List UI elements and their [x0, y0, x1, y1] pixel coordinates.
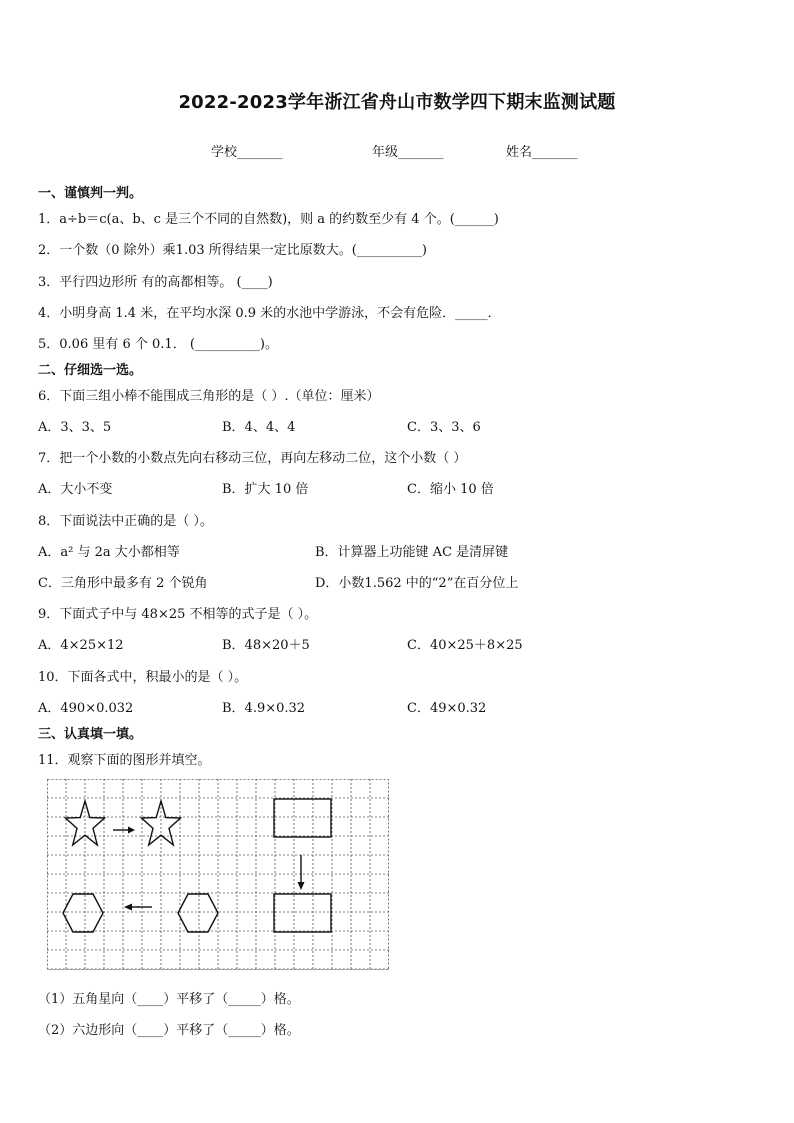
rectangle-shape-bottom: [274, 894, 331, 932]
question-3: 3．平行四边形所 有的高都相等。 (____): [38, 275, 273, 290]
option-6a: A．3、3、5: [38, 420, 112, 435]
question-7: 7．把一个小数的小数点先向右移动三位，再向左移动二位，这个小数（ ）: [38, 451, 467, 466]
question-11-part-2: （2）六边形向（____）平移了（_____）格。: [38, 1023, 300, 1038]
option-7b: B．扩大 10 倍: [222, 482, 309, 497]
option-10a: A．490×0.032: [38, 701, 134, 716]
question-11-part-1: （1）五角星向（____）平移了（_____）格。: [38, 992, 300, 1007]
option-8d: D．小数1.562 中的“2”在百分位上: [315, 576, 519, 591]
option-10b: B．4.9×0.32: [222, 701, 306, 716]
hexagon-shape-left: [63, 894, 103, 932]
arrow-left-head: [124, 904, 132, 911]
option-8a: A．a² 与 2a 大小都相等: [38, 545, 180, 560]
option-7c: C．缩小 10 倍: [407, 482, 494, 497]
question-4: 4．小明身高 1.4 米，在平均水深 0.9 米的水池中学游泳，不会有危险．_____．: [38, 306, 501, 321]
name-field: 姓名_______: [506, 145, 578, 160]
option-9a: A．4×25×12: [38, 638, 124, 653]
option-9c: C．40×25＋8×25: [407, 638, 523, 653]
grid-lines: [47, 779, 389, 970]
arrow-down-head: [298, 882, 305, 890]
hexagon-shape-right: [178, 894, 218, 932]
option-7a: A．大小不变: [38, 482, 113, 497]
question-5: 5．0.06 里有 6 个 0.1． (__________)。: [38, 337, 278, 352]
rectangle-shape-top: [274, 799, 331, 837]
question-1: 1．a÷b＝c(a、b、c 是三个不同的自然数)，则 a 的约数至少有 4 个。(______): [38, 212, 499, 227]
question-8: 8．下面说法中正确的是（ ）。: [38, 514, 213, 529]
option-6c: C．3、3、6: [407, 420, 481, 435]
question-11: 11．观察下面的图形并填空。: [38, 753, 211, 768]
section-heading-3: 三、认真填一填。: [38, 727, 143, 742]
translation-grid-figure: [47, 779, 389, 970]
option-8c: C．三角形中最多有 2 个锐角: [38, 576, 208, 591]
option-9b: B．48×20＋5: [222, 638, 310, 653]
question-9: 9．下面式子中与 48×25 不相等的式子是（ ）。: [38, 607, 318, 622]
grade-field: 年级_______: [372, 145, 444, 160]
option-8b: B．计算器上功能键 AC 是清屏键: [315, 545, 509, 560]
question-2: 2．一个数（0 除外）乘1.03 所得结果一定比原数大。(__________): [38, 243, 427, 258]
section-heading-1: 一、谨慎判一判。: [38, 186, 143, 201]
question-10: 10．下面各式中，积最小的是（ ）。: [38, 670, 248, 685]
school-field: 学校_______: [211, 145, 283, 160]
page-title: 2022-2023学年浙江省舟山市数学四下期末监测试题: [178, 92, 616, 113]
option-6b: B．4、4、4: [222, 420, 296, 435]
question-6: 6．下面三组小棒不能围成三角形的是（ ）.（单位：厘米）: [38, 389, 380, 404]
arrow-right-head: [128, 827, 135, 834]
section-heading-2: 二、仔细选一选。: [38, 363, 143, 378]
option-10c: C．49×0.32: [407, 701, 487, 716]
